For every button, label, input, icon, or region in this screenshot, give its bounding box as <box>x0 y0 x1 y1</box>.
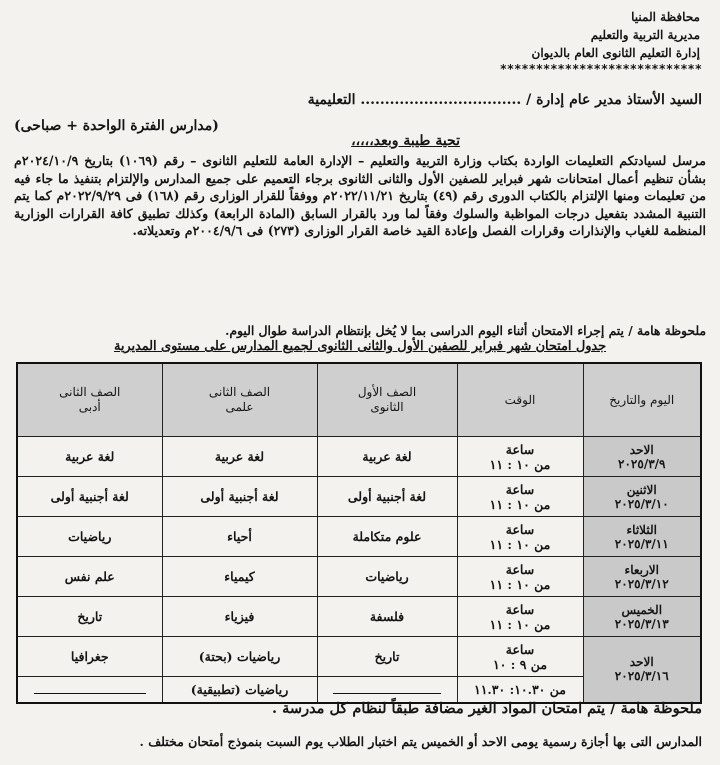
first-secondary-subject: فلسفة <box>317 597 457 637</box>
table-row <box>17 437 701 477</box>
exam-schedule-table <box>16 362 702 704</box>
day-date-cell: الاحد ٢٠٢٥/٣/٩ <box>583 437 701 477</box>
body-paragraph: مرسل لسيادتكم التعليمات الواردة بكتاب وزارة التربية والتعليم – الإدارة العامة للتعليم الثانوى – رقم (١٠٦٩) بتاريخ ٢٠٢٤/١٠/٩م بشأن تنظيم أعمال امتحانات شهر فبراير للصفين الأول والثانى الثانوى برجاء التعميم على جميع المدارس والإلتزام بتنفيذ ما جاء فيه من تعليمات ومنها الإلتزام بالكتاب الدورى رقم (٤٩) بتاريخ ٢٠٢٢/١١/٢١م ووفقاً للقرار الوزارى رقم (١٦٨) فى ٢٠٢٢/٩/٢٩م كما يتم التنبية المشدد بتفعيل درجات المواظبة والسلوك وفقاً لما ورد بالقرار السابق (المادة الرابعة) وكذلك تطبيق كافة القرارات الوزارية المنظمة للغياب والإنذارات وقرارات الفصل وإعادة القيد خاصة القرار الوزارى (٢٧٣) فى ٢٠٠٤/٩/٦م وتعديلاته. <box>14 153 707 239</box>
second-science-subject: لغة عربية <box>162 437 317 477</box>
second-literary-subject: تاريخ <box>17 597 162 637</box>
table-row <box>17 597 701 637</box>
second-literary-subject: رياضيات <box>17 517 162 557</box>
important-note-top: ملحوظة هامة / يتم إجراء الامتحان أثناء اليوم الدراسى بما لا يُخل بإنتظام الدراسة طوال اليوم. <box>225 323 706 338</box>
first-secondary-subject: لغة عربية <box>317 437 457 477</box>
header-second-science: الصف الثانى علمى <box>162 363 317 437</box>
first-secondary-subject: علوم متكاملة <box>317 517 457 557</box>
first-secondary-subject: تاريخ <box>317 637 457 677</box>
greeting: تحية طيبة وبعد،،،،، <box>351 133 460 149</box>
governorate-title: محافظة المنيا <box>631 10 700 24</box>
second-literary-subject: لغة عربية <box>17 437 162 477</box>
time-cell: ساعة من ٩ : ١٠ <box>457 637 583 677</box>
header-separator: **************************** <box>499 62 702 76</box>
table-header-row <box>17 363 701 437</box>
holiday-note: المدارس التى بها أجازة رسمية يومى الاحد أو الخميس يتم اختبار الطلاب يوم السبت بنموذج أمتحان مختلف . <box>139 734 702 749</box>
table-row <box>17 477 701 517</box>
empty-line-cell <box>17 677 162 703</box>
important-note-bottom: ملحوظة هامة / يتم امتحان المواد الغير مضافة طبقاً لنظام كل مدرسة . <box>272 700 702 717</box>
second-science-subject: رياضيات (بحتة) <box>162 637 317 677</box>
second-science-subject: أحياء <box>162 517 317 557</box>
second-science-subject: فيزياء <box>162 597 317 637</box>
time-cell-second-session: من ١٠.٣٠: ١١.٣٠ <box>457 677 583 703</box>
addressee-line: السيد الأستاذ مدير عام إدارة / ................................. التعليمية <box>307 92 702 108</box>
schools-scope: (مدارس الفترة الواحدة + صباحى) <box>14 118 219 134</box>
header-time: الوقت <box>457 363 583 437</box>
administration-title: إدارة التعليم الثانوى العام بالديوان <box>531 46 700 60</box>
header-day-date: اليوم والتاريخ <box>583 363 701 437</box>
first-secondary-subject: لغة أجنبية أولى <box>317 477 457 517</box>
second-literary-subject: لغة أجنبية أولى <box>17 477 162 517</box>
time-cell: ساعة من ١٠ : ١١ <box>457 517 583 557</box>
header-first-secondary: الصف الأول الثانوى <box>317 363 457 437</box>
day-date-cell: الاثنين ٢٠٢٥/٣/١٠ <box>583 477 701 517</box>
day-date-cell: الاربعاء ٢٠٢٥/٣/١٢ <box>583 557 701 597</box>
header-second-literary: الصف الثانى أدبى <box>17 363 162 437</box>
second-literary-subject: جغرافيا <box>17 637 162 677</box>
time-cell: ساعة من ١٠ : ١١ <box>457 557 583 597</box>
time-cell: ساعة من ١٠ : ١١ <box>457 477 583 517</box>
day-date-cell: الثلاثاء ٢٠٢٥/٣/١١ <box>583 517 701 557</box>
second-science-subject: لغة أجنبية أولى <box>162 477 317 517</box>
table-row <box>17 637 701 677</box>
empty-line-cell <box>317 677 457 703</box>
first-secondary-subject: رياضيات <box>317 557 457 597</box>
table-row <box>17 517 701 557</box>
directorate-title: مديرية التربية والتعليم <box>590 28 700 42</box>
time-cell: ساعة من ١٠ : ١١ <box>457 437 583 477</box>
day-date-cell: الخميس ٢٠٢٥/٣/١٣ <box>583 597 701 637</box>
second-science-subject-second-session: رياضيات (تطبيقية) <box>162 677 317 703</box>
second-science-subject: كيمياء <box>162 557 317 597</box>
second-literary-subject: علم نفس <box>17 557 162 597</box>
table-row <box>17 557 701 597</box>
day-date-cell: الاحد ٢٠٢٥/٣/١٦ <box>583 637 701 703</box>
table-caption: جدول امتحان شهر فبراير للصفين الأول والثانى الثانوى لجميع المدارس على مستوى المديرية <box>113 339 607 354</box>
time-cell: ساعة من ١٠ : ١١ <box>457 597 583 637</box>
